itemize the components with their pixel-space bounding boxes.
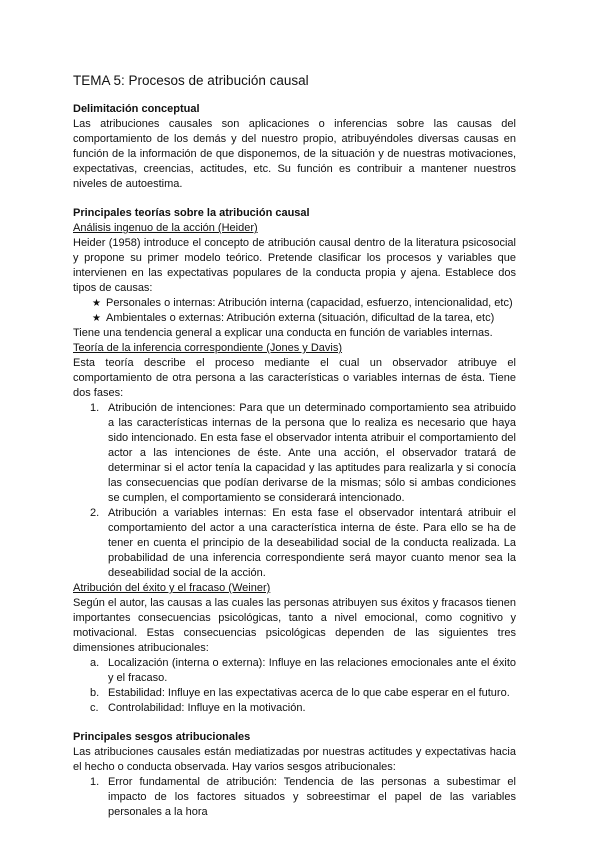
spacer	[73, 716, 516, 730]
list-item-text: Controlabilidad: Influye en la motivación.	[108, 702, 306, 714]
lettered-list-dimensiones	[73, 656, 516, 716]
subheading-weiner: Atribución del éxito y el fracaso (Weiner)	[73, 582, 271, 594]
list-item: ★ Personales o internas: Atribución interna (capacidad, esfuerzo, intencionalidad, etc)	[92, 296, 516, 311]
list-item	[73, 701, 516, 716]
list-item	[73, 775, 516, 820]
list-marker: 1.	[90, 402, 100, 414]
list-marker: 1.	[90, 776, 100, 788]
list-item-text: Estabilidad: Influye en las expectativas acerca de lo que cabe esperar en el futuro.	[108, 687, 510, 699]
list-item-text: Atribución de intenciones: Para que un determinado comportamiento sea atribuido a las características internas de la persona que lo realiza es necesario que haya sido intencionado. En esta fase el observador intenta atribuir el comportamiento del actor a las intenciones de éste. Ante una acción, el observador tratará de determinar si el actor tenía la capacidad y las aptitudes para realizarla y si conocía las consecuencias que podían derivarse de la mismas; sólo si ambas condiciones se cumplen, el comportamiento se considerará intencionado.	[108, 402, 516, 504]
list-item	[73, 656, 516, 686]
paragraph-heider-tendencia: Tiene una tendencia general a explicar una conducta en función de variables internas.	[73, 327, 493, 339]
list-marker: a.	[90, 657, 100, 669]
list-item-text: Atribución a variables internas: En esta fase el observador intentará atribuir el comportamiento del actor a una característica interna de éste. Para ello se ha de tener en cuenta el principio de la deseabilidad social de la conducta realizada. La probabilidad de una inferencia correspondiente será mayor cuanto menor sea la deseabilidad social de la acción.	[108, 507, 516, 579]
numbered-list-sesgos	[73, 775, 516, 820]
paragraph-sesgos: Las atribuciones causales están mediatizadas por nuestras actitudes y expectativas hacia el hecho o conducta observada. Hay varios sesgos atribucionales:	[73, 746, 516, 773]
list-item: ★ Ambientales o externas: Atribución externa (situación, dificultad de la tarea, etc)	[92, 311, 516, 326]
heading-sesgos: Principales sesgos atribucionales	[73, 731, 251, 743]
bullet-list-causas	[73, 296, 516, 326]
numbered-list-fases	[73, 401, 516, 581]
paragraph-heider: Heider (1958) introduce el concepto de atribución causal dentro de la literatura psicosocial y propone su primer modelo teórico. Pretende clasificar los procesos y variables que intervienen en las expectativas populares de la conducta propia y ajena. Establece dos tipos de causas:	[73, 237, 516, 294]
paragraph-weiner: Según el autor, las causas a las cuales las personas atribuyen sus éxitos y fracasos tienen importantes consecuencias psicológicas, tanto a nivel emocional, como cognitivo y motivacional. Estas consecuencias psicológicas dependen de las siguientes tres dimensiones atribucionales:	[73, 597, 516, 654]
heading-delimitacion: Delimitación conceptual	[73, 103, 200, 115]
page-title: TEMA 5: Procesos de atribución causal	[73, 73, 309, 88]
paragraph-jones-davis: Esta teoría describe el proceso mediante el cual un observador atribuye el comportamiento de otra persona a las características o variables internas de ésta. Tiene dos fases:	[73, 357, 516, 399]
spacer	[73, 192, 516, 206]
list-item	[73, 686, 516, 701]
list-marker: c.	[90, 702, 99, 714]
list-item-text: Error fundamental de atribución: Tendencia de las personas a subestimar el impacto de los factores situados y sobreestimar el papel de las variables personales a la hora	[108, 776, 516, 818]
paragraph-delimitacion: Las atribuciones causales son aplicaciones o inferencias sobre las causas del comportamiento de los demás y del nuestro propio, atribuyéndoles diversas causas en función de la información de que disponemos, de la situación y de nuestras motivaciones, expectativas, creencias, actitudes, etc. Su función es contribuir a mantener nuestros niveles de autoestima.	[73, 118, 516, 190]
list-item	[73, 401, 516, 506]
subheading-jones-davis: Teoría de la inferencia correspondiente (Jones y Davis)	[73, 342, 343, 354]
list-item	[73, 506, 516, 581]
list-item-text: Localización (interna o externa): Influye en las relaciones emocionales ante el éxito y el fracaso.	[108, 657, 516, 684]
list-marker: 2.	[90, 507, 100, 519]
heading-teorias: Principales teorías sobre la atribución causal	[73, 207, 310, 219]
subheading-heider: Análisis ingenuo de la acción (Heider)	[73, 222, 258, 234]
list-marker: b.	[90, 687, 100, 699]
